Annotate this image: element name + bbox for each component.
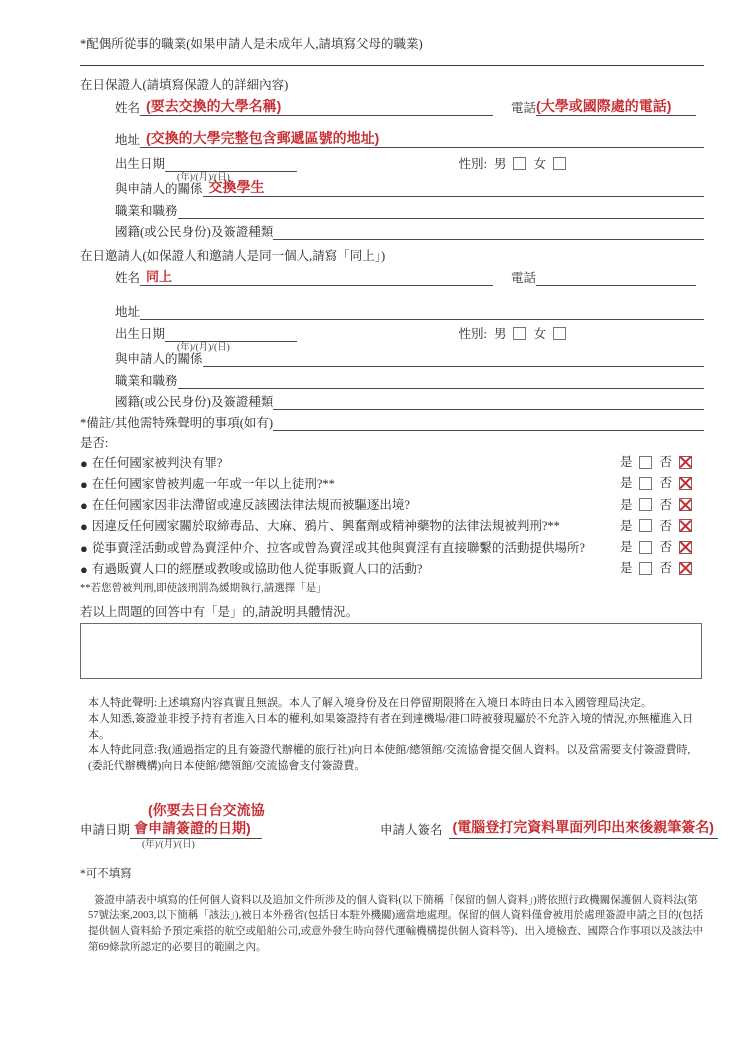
declaration-line-3: 本人特此同意:我(通過指定的且有簽證代辦權的旅行社)向日本使館/總領館/交流協會提交個人資料。以及當需要支付簽證費時,(委託代辦機構)向日本使館/總領館/交流協會支付簽證費。 bbox=[88, 744, 691, 772]
guarantor-phone-field[interactable] bbox=[536, 99, 696, 116]
yes-checkbox[interactable] bbox=[639, 541, 652, 554]
no-checkbox[interactable] bbox=[679, 498, 692, 511]
apply-date-label: 申請日期 bbox=[80, 823, 131, 838]
inviter-female-label: 女 bbox=[533, 326, 546, 341]
no-label: 否 bbox=[659, 518, 672, 533]
question-row bbox=[80, 539, 704, 557]
question-text: 從事賣淫活動或曾為賣淫仲介、拉客或曾為賣淫或其他與賣淫有直接聯繫的活動提供場所? bbox=[91, 540, 585, 555]
guarantor-male-label: 男 bbox=[493, 156, 507, 171]
remarks-label: *備註/其他需特殊聲明的事項(如有) bbox=[80, 415, 274, 430]
no-label: 否 bbox=[659, 476, 672, 491]
no-label: 否 bbox=[659, 455, 672, 469]
question-text: 在任何國家被判決有罪? bbox=[91, 455, 223, 470]
inviter-name-label: 姓名 bbox=[115, 270, 141, 285]
question-row bbox=[80, 454, 704, 472]
section-divider bbox=[80, 65, 704, 66]
guarantor-address-label: 地址 bbox=[115, 132, 141, 147]
yes-label: 是 bbox=[619, 476, 633, 491]
declaration-line-1: 本人特此聲明:上述填寫内容真實且無誤。本人了解入境身份及在日停留期限將在入境日本時由日本入國管理局決定。 bbox=[88, 697, 653, 710]
no-checkbox[interactable] bbox=[679, 519, 692, 532]
guarantor-birth-label: 出生日期 bbox=[115, 156, 166, 171]
guarantor-nationality-field[interactable] bbox=[273, 223, 704, 240]
question-row bbox=[80, 518, 704, 536]
guarantor-name-label: 姓名 bbox=[115, 100, 141, 115]
question-row bbox=[80, 560, 704, 578]
inviter-phone-field[interactable] bbox=[536, 269, 696, 286]
guarantor-date-format-hint: (年)/(月)/(日) bbox=[177, 173, 230, 183]
bullet-icon: ● bbox=[80, 561, 88, 577]
guarantor-gender-label: 性別: bbox=[458, 156, 487, 171]
question-text: 在任何國家曾被判處一年或一年以上徒刑?** bbox=[91, 476, 335, 491]
no-checkbox[interactable] bbox=[679, 562, 692, 575]
question-row bbox=[80, 497, 704, 515]
optional-note: *可不填寫 bbox=[80, 867, 132, 880]
guarantor-relation-label: 與申請人的關係 bbox=[115, 182, 203, 196]
yes-label: 是 bbox=[619, 540, 633, 554]
inviter-address-field[interactable] bbox=[140, 303, 704, 320]
remarks-field[interactable] bbox=[273, 414, 704, 431]
bullet-icon: ● bbox=[80, 476, 88, 492]
guarantor-nationality-label: 國籍(或公民身份)及簽證種類 bbox=[115, 225, 274, 239]
apply-date-field[interactable] bbox=[130, 802, 265, 850]
inviter-occupation-label: 職業和職務 bbox=[115, 373, 178, 388]
bullet-icon: ● bbox=[80, 498, 88, 514]
applicant-signature-label: 申請人簽名 bbox=[380, 823, 443, 838]
apply-date-annotation-line1: (你要去日台交流協 bbox=[148, 802, 265, 819]
inviter-address-label: 地址 bbox=[115, 304, 141, 319]
inviter-date-format-hint: (年)/(月)/(日) bbox=[177, 342, 230, 353]
no-label: 否 bbox=[659, 561, 672, 576]
inviter-male-checkbox[interactable] bbox=[513, 327, 526, 340]
no-checkbox[interactable] bbox=[679, 541, 692, 554]
signature-annotation: (電腦登打完資料單面列印出來後親筆簽名) bbox=[452, 819, 714, 836]
guarantor-male-checkbox[interactable] bbox=[513, 157, 526, 170]
yes-label: 是 bbox=[619, 497, 633, 512]
inviter-phone-label: 電話 bbox=[511, 270, 537, 285]
inviter-relation-field[interactable] bbox=[203, 350, 704, 367]
question-text: 在任何國家因非法滯留或違反該國法律法規而被驅逐出境? bbox=[91, 498, 410, 513]
inviter-name-field[interactable] bbox=[140, 269, 493, 286]
yes-checkbox[interactable] bbox=[639, 519, 652, 532]
yes-checkbox[interactable] bbox=[639, 456, 652, 469]
guarantor-occupation-label: 職業和職務 bbox=[115, 204, 178, 218]
inviter-birth-label: 出生日期 bbox=[115, 326, 166, 341]
bullet-icon: ● bbox=[80, 455, 88, 471]
guarantor-relation-annotation: 交換學生 bbox=[208, 179, 265, 195]
inviter-female-checkbox[interactable] bbox=[553, 327, 566, 340]
bullet-icon: ● bbox=[80, 519, 88, 535]
inviter-nationality-label: 國籍(或公民身份)及簽證種類 bbox=[115, 394, 274, 409]
explain-instruction: 若以上問題的回答中有「是」的,請說明具體情況。 bbox=[80, 605, 359, 620]
inviter-relation-label: 與申請人的關係 bbox=[115, 351, 203, 366]
inviter-name-annotation: 同上 bbox=[146, 268, 173, 284]
guarantor-female-label: 女 bbox=[533, 156, 546, 171]
guarantor-birth-field[interactable] bbox=[165, 155, 297, 183]
guarantor-name-field[interactable] bbox=[140, 99, 493, 116]
yesno-intro: 是否: bbox=[80, 435, 109, 450]
explanation-box[interactable] bbox=[80, 623, 702, 679]
no-checkbox[interactable] bbox=[679, 477, 692, 490]
inviter-occupation-field[interactable] bbox=[178, 372, 704, 389]
guarantor-occupation-field[interactable] bbox=[178, 202, 704, 219]
yes-checkbox[interactable] bbox=[639, 477, 652, 490]
bullet-icon: ● bbox=[80, 540, 88, 556]
yes-label: 是 bbox=[619, 561, 633, 576]
question-text: 因違反任何國家關於取締毒品、大麻、鴉片、興奮劑或精神藥物的法律法規被判刑?** bbox=[91, 519, 560, 534]
yes-checkbox[interactable] bbox=[639, 562, 652, 575]
no-label: 否 bbox=[659, 497, 672, 512]
inviter-gender-label: 性別: bbox=[458, 326, 487, 341]
apply-date-annotation-line2: 會申請簽證的日期) bbox=[134, 820, 251, 837]
apply-date-format-hint: (年)/(月)/(日) bbox=[142, 839, 195, 850]
spouse-occupation-label: *配偶所從事的職業(如果申請人是未成年人,請填寫父母的職業) bbox=[80, 37, 423, 51]
yes-checkbox[interactable] bbox=[639, 498, 652, 511]
yes-label: 是 bbox=[619, 455, 633, 469]
guarantor-address-field[interactable] bbox=[140, 131, 704, 148]
guarantor-relation-field[interactable] bbox=[203, 180, 704, 197]
privacy-paragraph: 簽證申請表中填寫的任何個人資料以及追加文件所涉及的個人資料(以下簡稱「保留的個人資料」)將依照行政機關保護個人資料法(第57號法案,2003,以下簡稱「該法」),被日本外務省(包括日本駐外機關)適當地處理。保留的個人資料僅會被用於處理簽證申請之目的(包括提供個人資料給予預定乘搭的航空或船舶公司,或意外發生時向替代運輸機構提供個人資料等)、出入境檢查、國際合作事項以及該法中第69條款所認定的必要目的範圍之內。 bbox=[88, 894, 704, 953]
no-label: 否 bbox=[659, 540, 672, 554]
declaration-paragraph bbox=[88, 696, 704, 774]
guarantor-phone-label: 電話 bbox=[511, 100, 537, 115]
guarantor-address-annotation: (交換的大學完整包含郵遞區號的地址) bbox=[146, 129, 380, 146]
yes-label: 是 bbox=[619, 518, 633, 533]
declaration-line-2: 本人知悉,簽證並非授予持有者進入日本的權利,如果簽證持有者在到達機場/港口時被發現屬於不允許入境的情況,亦無權進入日本。 bbox=[88, 713, 694, 741]
guarantor-name-annotation: (要去交換的大學名稱) bbox=[146, 97, 282, 114]
inviter-male-label: 男 bbox=[493, 326, 507, 341]
signature-field[interactable] bbox=[449, 820, 718, 838]
question-text: 有過販賣人口的經歷或教唆或協助他人從事販賣人口的活動? bbox=[91, 561, 423, 576]
inviter-section-title: 在日邀請人(如保證人和邀請人是同一個人,請寫「同上」) bbox=[80, 249, 386, 264]
question-row bbox=[80, 475, 704, 493]
inviter-nationality-field[interactable] bbox=[273, 393, 704, 410]
guarantor-phone-annotation: (大學或國際處的電話) bbox=[536, 97, 672, 114]
guarantor-section-title: 在日保證人(請填寫保證人的詳細內容) bbox=[80, 78, 289, 93]
inviter-birth-field[interactable] bbox=[165, 325, 297, 353]
guarantor-female-checkbox[interactable] bbox=[553, 157, 566, 170]
no-checkbox[interactable] bbox=[679, 456, 692, 469]
suspended-sentence-note: **若您曾被判刑,即使該刑罰為緩期執行,請選擇「是」 bbox=[80, 582, 327, 594]
